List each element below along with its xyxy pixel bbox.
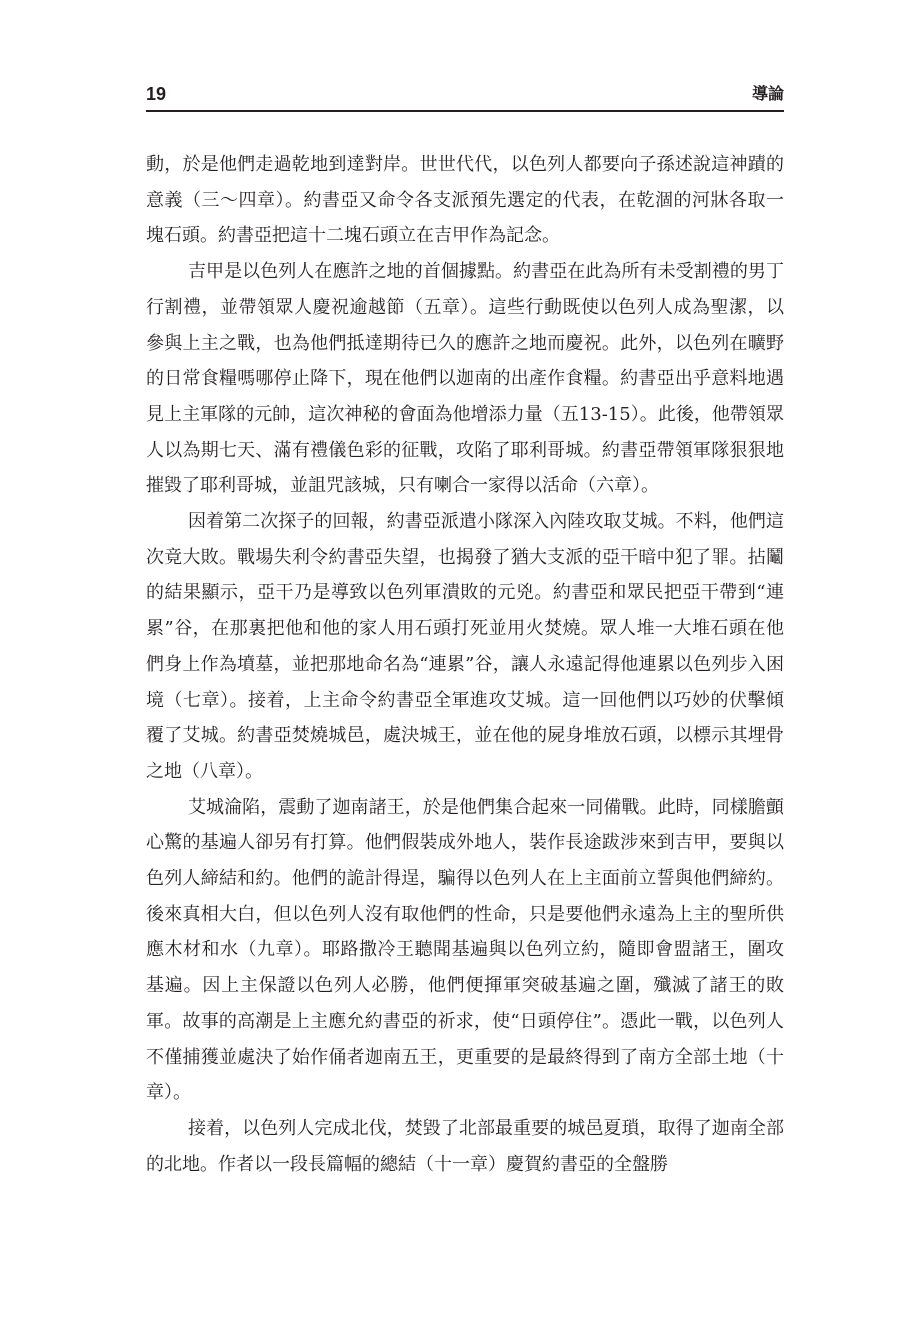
page-number: 19 (146, 84, 167, 104)
running-head: 導論 (751, 84, 784, 103)
paragraph: 艾城淪陷，震動了迦南諸王，於是他們集合起來一同備戰。此時，同樣膽顫心驚的基遍人卻另有打算。他們假裝成外地人，裝作長途跋涉來到吉甲，要與以色列人締結和約。他們的詭計得逞，騙得以色列人在上主面前立誓與他們締約。後來真相大白，但以色列人沒有取他們的性命，只是要他們永遠為上主的聖所供應木材和水（九章）。耶路撒冷王聽聞基遍與以色列立約，隨即會盟諸王，圍攻基遍。因上主保證以色列人必勝，他們便揮軍突破基遍之圍，殲滅了諸王的敗軍。故事的高潮是上主應允約書亞的祈求，使“日頭停住”。憑此一戰，以色列人不僅捕獲並處決了始作俑者迦南五王，更重要的是最終得到了南方全部土地（十章）。 (146, 796, 784, 1104)
paragraph: 動，於是他們走過乾地到達對岸。世世代代，以色列人都要向子孫述說這神蹟的意義（三～四章）。約書亞又命令各支派預先選定的代表，在乾涸的河牀各取一塊石頭。約書亞把這十二塊石頭立在吉甲作為記念。 (146, 154, 784, 247)
paragraph: 因着第二次探子的回報，約書亞派遣小隊深入內陸攻取艾城。不料，他們這次竟大敗。戰場失利令約書亞失望，也揭發了猶大支派的亞干暗中犯了罪。拈鬮的結果顯示，亞干乃是導致以色列軍潰敗的元兇。約書亞和眾民把亞干帶到“連累”谷，在那裏把他和他的家人用石頭打死並用火焚燒。眾人堆一大堆石頭在他們身上作為墳墓，並把那地命名為“連累”谷，讓人永遠記得他連累以色列步入困境（七章）。接着，上主命令約書亞全軍進攻艾城。這一回他們以巧妙的伏擊傾覆了艾城。約書亞焚燒城邑，處決城王，並在他的屍身堆放石頭，以標示其埋骨之地（八章）。 (146, 511, 784, 782)
paragraph: 接着，以色列人完成北伐，焚毀了北部最重要的城邑夏瑣，取得了迦南全部的北地。作者以一段長篇幅的總結（十一章）慶賀約書亞的全盤勝 (146, 1117, 784, 1175)
page-header (146, 82, 784, 112)
paragraph: 吉甲是以色列人在應許之地的首個據點。約書亞在此為所有未受割禮的男丁行割禮，並帶領眾人慶祝逾越節（五章）。這些行動既使以色列人成為聖潔，以參與上主之戰，也為他們抵達期待已久的應許之地而慶祝。此外，以色列在曠野的日常食糧嗎哪停止降下，現在他們以迦南的出產作食糧。約書亞出乎意料地遇見上主軍隊的元帥，這次神秘的會面為他增添力量（五13-15）。此後，他帶領眾人以為期七天、滿有禮儀色彩的征戰，攻陷了耶利哥城。約書亞帶領軍隊狠狠地摧毀了耶利哥城，並詛咒該城，只有喇合一家得以活命（六章）。 (146, 261, 784, 497)
body-text (146, 147, 784, 1182)
